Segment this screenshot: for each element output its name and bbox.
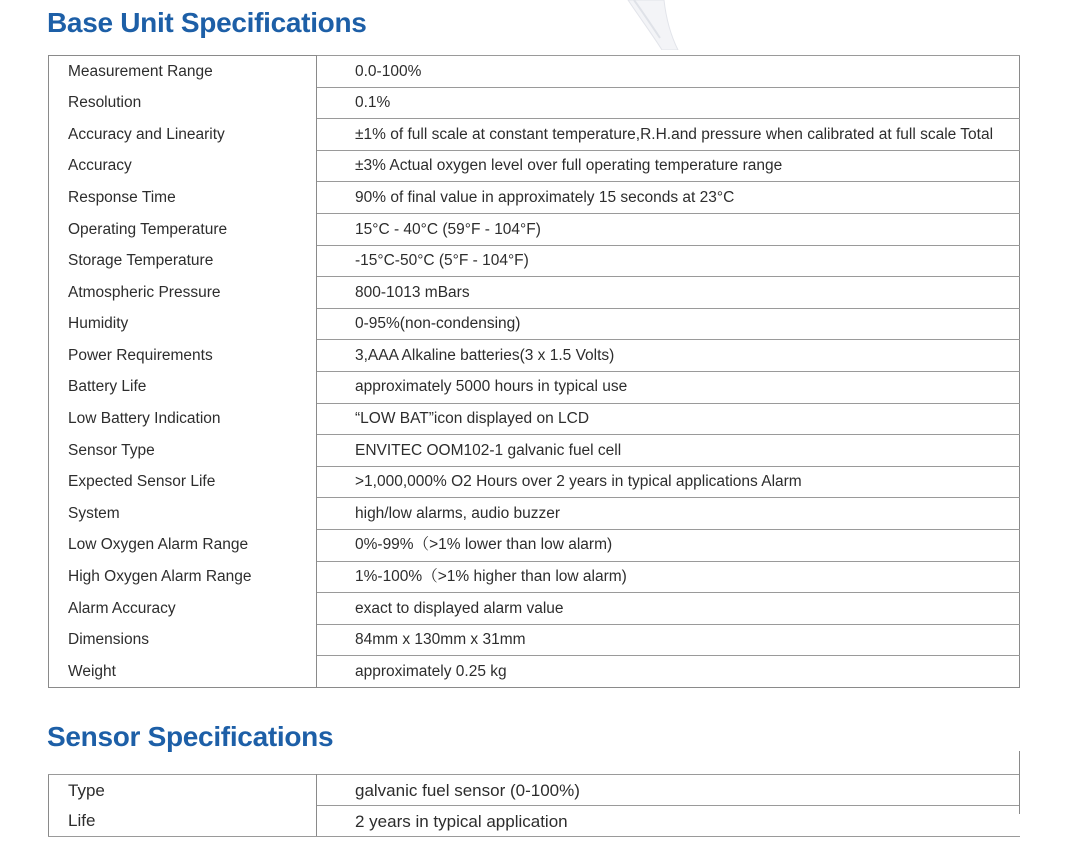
table-row [49, 213, 1020, 245]
spec-value: galvanic fuel sensor (0-100%) [317, 775, 1021, 806]
spec-value: >1,000,000% O2 Hours over 2 years in typical applications Alarm [317, 466, 1020, 498]
spec-value: 2 years in typical application [317, 806, 1021, 837]
spec-value: high/low alarms, audio buzzer [317, 498, 1020, 530]
spec-label: System [49, 498, 317, 530]
table-row [49, 561, 1020, 593]
table-row [49, 593, 1020, 625]
table-row [49, 435, 1020, 467]
spec-value: ±3% Actual oxygen level over full operating temperature range [317, 150, 1020, 182]
spec-value: 1%-100%（>1% higher than low alarm) [317, 561, 1020, 593]
spec-label: Measurement Range [49, 56, 317, 88]
spec-label: Power Requirements [49, 340, 317, 372]
base-unit-spec-table [48, 55, 1020, 688]
spec-value: “LOW BAT”icon displayed on LCD [317, 403, 1020, 435]
base-unit-heading: Base Unit Specifications [47, 7, 367, 38]
table-row [49, 624, 1020, 656]
spec-label: Humidity [49, 308, 317, 340]
spec-label: Resolution [49, 87, 317, 119]
spec-value: 3,AAA Alkaline batteries(3 x 1.5 Volts) [317, 340, 1020, 372]
spec-value: 0.0-100% [317, 56, 1020, 88]
spec-label: High Oxygen Alarm Range [49, 561, 317, 593]
spec-label: Low Battery Indication [49, 403, 317, 435]
spec-label: Battery Life [49, 371, 317, 403]
spec-value: exact to displayed alarm value [317, 593, 1020, 625]
spec-label: Alarm Accuracy [49, 593, 317, 625]
table-row [49, 340, 1020, 372]
table-row [49, 56, 1020, 88]
spec-value: 0-95%(non-condensing) [317, 308, 1020, 340]
table-row [49, 150, 1020, 182]
spec-value: approximately 0.25 kg [355, 662, 507, 680]
spec-label: Dimensions [49, 624, 317, 656]
table-row [49, 775, 1021, 806]
spec-label: Expected Sensor Life [49, 466, 317, 498]
spec-value: 0.1% [317, 87, 1020, 119]
spec-label: Operating Temperature [49, 213, 317, 245]
spec-label: Response Time [49, 182, 317, 214]
spec-value: 84mm x 130mm x 31mm [317, 624, 1020, 656]
spec-value: ±1% of full scale at constant temperature,R.H.and pressure when calibrated at full scale Total [317, 119, 1020, 151]
table-row [49, 498, 1020, 530]
spec-label: Sensor Type [49, 435, 317, 467]
table-row [49, 656, 1020, 688]
spec-value: 800-1013 mBars [317, 277, 1020, 309]
product-image-fragment [618, 0, 708, 50]
table-row [49, 403, 1020, 435]
table-row [49, 308, 1020, 340]
table-row [49, 806, 1021, 837]
spec-label: Storage Temperature [49, 245, 317, 277]
spec-value: approximately 5000 hours in typical use [317, 371, 1020, 403]
spec-label: Accuracy and Linearity [49, 119, 317, 151]
spec-label: Weight [49, 656, 317, 688]
spec-label: Atmospheric Pressure [49, 277, 317, 309]
table-edge-rule [1019, 751, 1020, 814]
spec-value: ENVITEC OOM102-1 galvanic fuel cell [317, 435, 1020, 467]
table-row [49, 529, 1020, 561]
table-row [49, 119, 1020, 151]
spec-value: 15°C - 40°C (59°F - 104°F) [317, 213, 1020, 245]
spec-label: Low Oxygen Alarm Range [49, 529, 317, 561]
sensor-spec-table [48, 774, 1020, 837]
table-row [49, 182, 1020, 214]
spec-value: 0%-99%（>1% lower than low alarm) [317, 529, 1020, 561]
table-row [49, 277, 1020, 309]
spec-label: Life [49, 806, 317, 837]
spec-value: 90% of final value in approximately 15 seconds at 23°C [317, 182, 1020, 214]
table-row [49, 245, 1020, 277]
table-row [49, 87, 1020, 119]
spec-value: -15°C-50°C (5°F - 104°F) [317, 245, 1020, 277]
table-row [49, 371, 1020, 403]
table-row [49, 466, 1020, 498]
sensor-heading: Sensor Specifications [47, 721, 334, 752]
spec-label: Accuracy [49, 150, 317, 182]
spec-label: Type [49, 775, 317, 806]
